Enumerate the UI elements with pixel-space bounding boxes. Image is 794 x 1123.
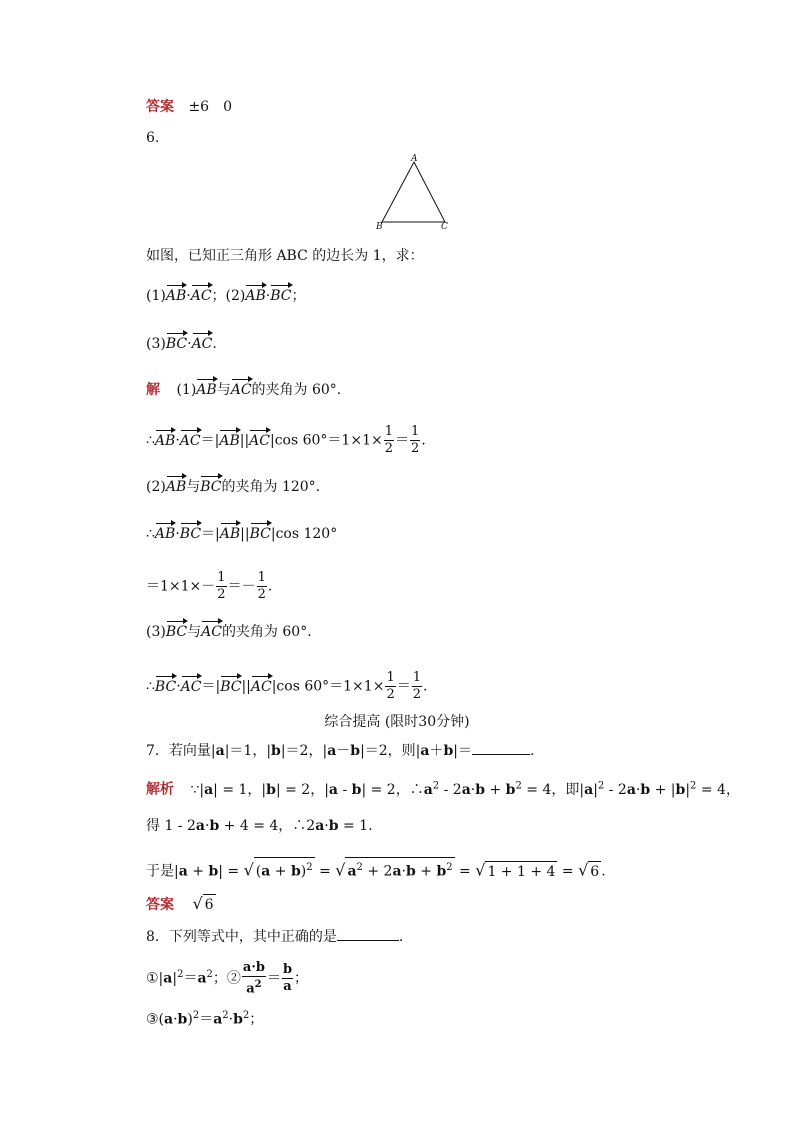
- solution-6-line-4: ∴AB·BC＝|AB||BC|cos 120°: [146, 526, 338, 542]
- question-6-part-1-2: (1)AB·AC；(2)AB·BC；: [146, 288, 306, 304]
- solution-7-line-2: 得 1 - 2a·b + 4 = 4，∴2a·b = 1.: [146, 818, 373, 834]
- analysis-label: 解析: [146, 781, 174, 798]
- section-heading: 综合提高 (限时30分钟): [324, 714, 470, 730]
- question-6-number: 6.: [146, 130, 160, 146]
- answer-value: ±6 0: [188, 99, 232, 115]
- vertex-c-label: C: [441, 222, 448, 232]
- answer-label: 答案: [146, 99, 174, 115]
- solution-7-line-1: 解析 ∵|a| = 1，|b| = 2，|a - b| = 2，$\therefore a^2 - 2a\cdot b + b^2 = 4$，即$|a|^2 - 2a\cdot b + |b|^2 = 4$，: [146, 780, 740, 798]
- question-6-part-3: (3)BC·AC.: [146, 336, 217, 352]
- solution-7-line-3: 于是|a + b| = √ $(a + b)^2$ = √ $a^2 + 2a\cdot b + b^2$ = √ 1 + 1 + 4 = √ 6 .: [146, 857, 606, 882]
- question-7-stem: 7．若向量|a|＝1，|b|＝2，|a－b|＝2，则|a＋b|＝ .: [146, 740, 534, 761]
- vertex-b-label: B: [376, 222, 383, 232]
- equilateral-triangle-figure: [372, 152, 456, 234]
- answer-line-5: [146, 97, 232, 117]
- question-8-stem: 8．下列等式中，其中正确的是 .: [146, 926, 403, 947]
- solution-6-line-1: 解 (1)AB与AC的夹角为 60°.: [146, 382, 342, 398]
- solution-6-line-3: (2)AB与BC的夹角为 120°.: [146, 479, 321, 495]
- solution-6-line-2: ∴AB·AC＝|AB||AC|cos 60°＝1×1× $\frac{1}{2}$ ＝ $\frac{1}{2}$ .: [146, 424, 426, 456]
- solution-6-line-6: (3)BC与AC的夹角为 60°.: [146, 624, 312, 640]
- solution-label: 解: [146, 382, 160, 398]
- solution-6-line-7: ∴BC·AC＝|BC||AC|cos 60°＝1×1× $\frac{1}{2}$ ＝ $\frac{1}{2}$ .: [146, 670, 428, 702]
- question-8-options-1: $①|a|^2=a^2$；② $\frac{a\cdot b}{a^2}$ ＝ $\frac{b}{a}$ ；: [146, 960, 309, 997]
- answer-7-label: 答案: [146, 897, 174, 913]
- question-6-stem: 如图，已知正三角形 ABC 的边长为 1，求：: [146, 248, 424, 264]
- solution-6-line-5: ＝1×1×－ $\frac{1}{2}$ ＝－ $\frac{1}{2}$ .: [146, 570, 273, 602]
- answer-line-7: 答案 √ 6: [146, 894, 214, 913]
- vertex-a-label: A: [411, 154, 418, 164]
- question-8-options-2: $③(a\cdot b)^2=a^2\cdot b^2$；: [146, 1010, 264, 1028]
